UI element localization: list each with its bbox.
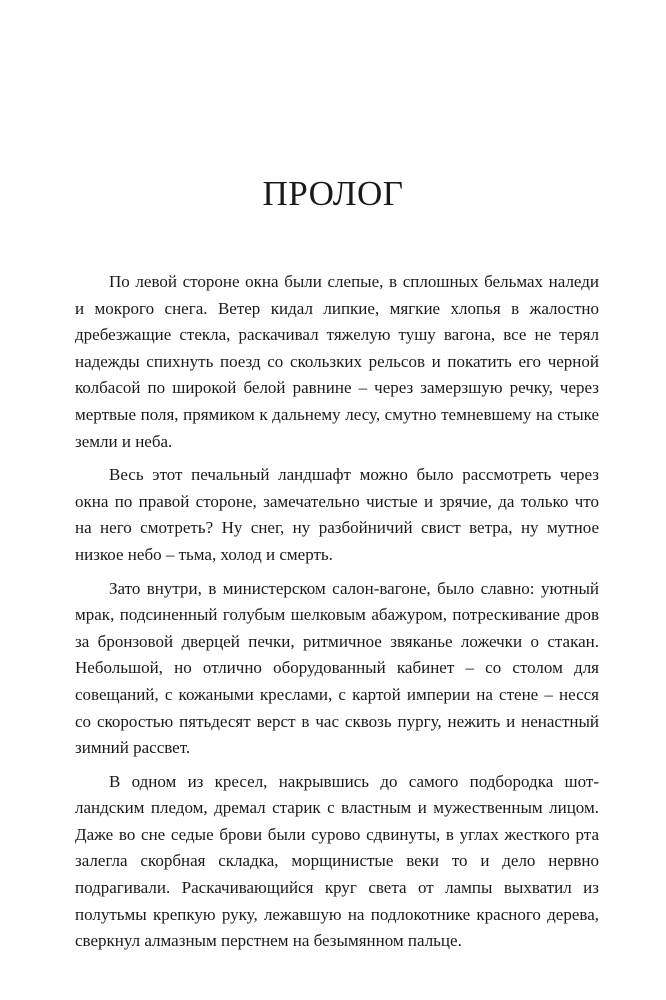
- chapter-body: [75, 269, 599, 962]
- chapter-title: ПРОЛОГ: [262, 174, 404, 213]
- paragraph: Зато внутри, в министерском салон-вагоне, было славно: уютный мрак, подсиненный голубым шелковым абажуром, потрескивание дров за бронзовой дверцей печки, ритмичное звяканье ложечки о стакан. Небольшой, но отлично оборудованный кабинет – со столом для совещаний, с кожаными креслами, с картой империи на стене – несся со скоростью пятьдесят верст в час сквозь пургу, нежить и ненастный зимний рассвет.: [75, 578, 599, 758]
- paragraph: По левой стороне окна были слепые, в сплошных бельмах наледи и мокрого снега. Ветер кидал липкие, мягкие хлопья в жалостно дребезжащие стекла, раскачивал тяжелую тушу вагона, все не терял надежды спихнуть поезд со скользких рельсов и покатить его черной колбасой по широкой белой равнине – через замерзшую речку, через мертвые поля, прямиком к дальнему лесу, смутно темневшему на стыке земли и неба.: [75, 272, 599, 451]
- paragraph: Весь этот печальный ландшафт можно было рассмотреть через окна по правой стороне, замечательно чистые и зрячие, да только что на него смотреть? Ну снег, ну разбойничий свист ветра, ну мутное низкое небо – тьма, холод и смерть.: [75, 465, 599, 564]
- paragraph: В одном из кресел, накрывшись до самого подбородка шотландским пледом, дремал старик с властным и мужественным лицом. Даже во сне седые брови были сурово сдвинуты, в углах жесткого рта залегла скорбная складка, морщинистые веки то и дело нервно подрагивали. Раскачивающийся круг света от лампы выхватил из полутьмы крепкую руку, лежавшую на подлокотнике красного дерева, сверкнул алмазным перстнем на безымянном пальце.: [75, 771, 599, 951]
